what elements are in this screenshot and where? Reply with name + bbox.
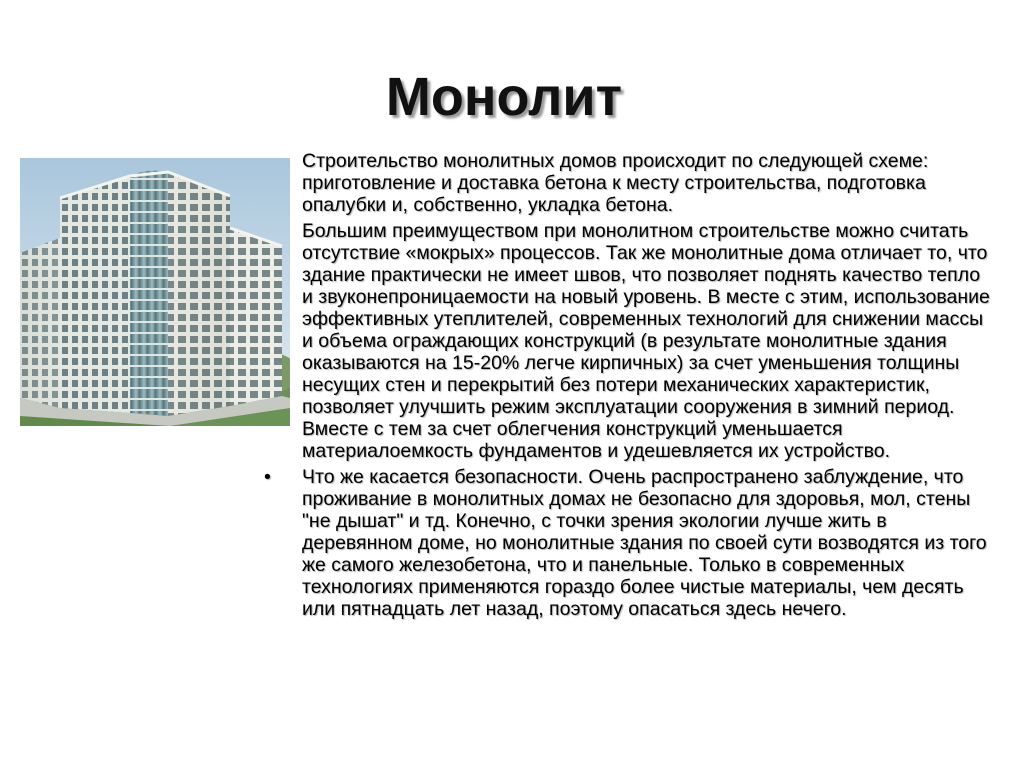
slide-title: Монолит [385,67,623,127]
paragraph-text: Строительство монолитных домов происходит по следующей схеме: приготовление и доставка бетона к месту строительства, подготовка опалубки и, собственно, укладка бетона. [302,150,929,216]
paragraph-text: Большим преимуществом при монолитном строительстве можно считать отсутствие «мокрых» процессов. Так же монолитные дома отличает то, что здание практически не имеет швов, что позволяет поднять качество тепло и звуконепроницаемости на новый уровень. В месте с этим, использование эффективных утеплителей, современных технологий для снижении массы и объема ограждающих конструкций (в результате монолитные здания оказываются на 15-20% легче кирпичных) за счет уменьшения толщины несущих стен и перекрытий без потери механических характеристик, позволяет улучшить режим эксплуатации сооружения в зимний период. Вместе с тем за счет облегчения конструкций уменьшается материалоемкость фундаментов и удешевляется их устройство. [302,220,990,462]
paragraph-advantages [302,220,992,462]
paragraph-construction-scheme [302,150,992,216]
building-photo [20,158,290,426]
slide-body [264,150,992,624]
bullet-icon: • [264,466,271,488]
paragraph-text: Что же касается безопасности. Очень распространено заблуждение, что проживание в монолитных домах не безопасно для здоровья, мол, стены "не дышат" и тд. Конечно, с точки зрения экологии лучше жить в деревянном доме, но монолитные здания по своей сути возводятся из того же самого железобетона, что и панельные. Только в современных технологиях применяются гораздо более чистые материалы, чем десять или пятнадцать лет назад, поэтому опасаться здесь нечего. [302,466,987,620]
paragraph-safety [264,466,992,620]
